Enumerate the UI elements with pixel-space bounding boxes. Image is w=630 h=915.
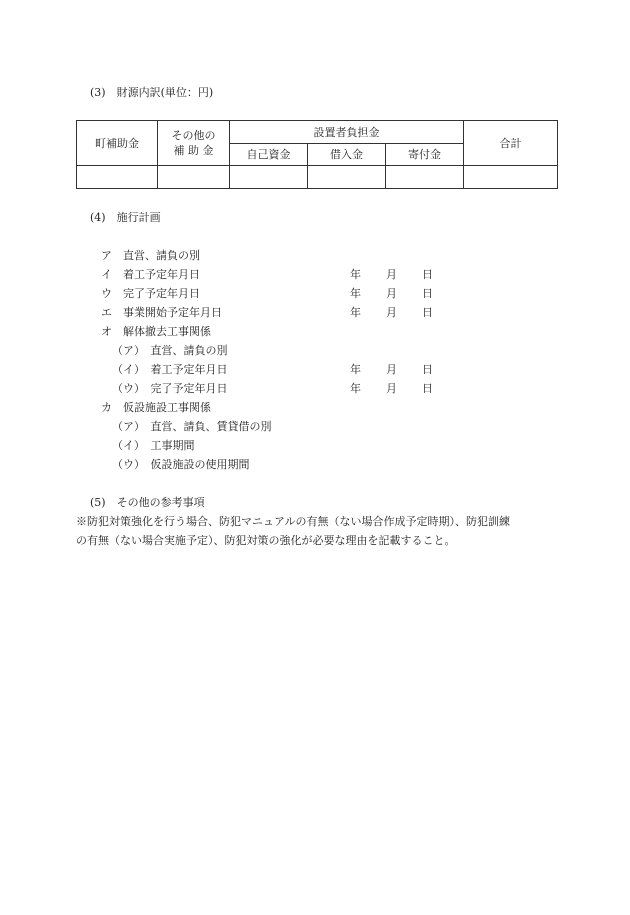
plan-item-a: ア 直営、請負の別 xyxy=(101,249,200,262)
month-label: 月 xyxy=(386,306,397,319)
month-label: 月 xyxy=(386,268,397,281)
header-other-subsidy xyxy=(158,121,230,166)
header-loan: 借入金 xyxy=(308,144,386,166)
header-owner-burden: 設置者負担金 xyxy=(230,121,464,144)
header-own-funds: 自己資金 xyxy=(230,144,308,166)
header-total: 合計 xyxy=(464,121,558,166)
plan-subitem-temporary-a: （ア） 直営、請負、賃貸借の別 xyxy=(112,420,272,433)
plan-subitem-temporary-u: （ウ） 仮設施設の使用期間 xyxy=(112,458,250,471)
plan-subitem-temporary-i: （イ） 工事期間 xyxy=(112,439,195,452)
header-donation: 寄付金 xyxy=(386,144,464,166)
year-label: 年 xyxy=(350,382,361,395)
cell-loan[interactable] xyxy=(308,166,386,189)
section5-heading: (5) その他の参考事項 xyxy=(90,496,205,509)
header-other-subsidy-line2: 補 助 金 xyxy=(173,144,214,157)
plan-item-o: オ 解体撤去工事関係 xyxy=(101,325,211,338)
cell-other-subsidy[interactable] xyxy=(158,166,230,189)
day-label: 日 xyxy=(422,287,433,300)
plan-item-e: エ 事業開始予定年月日 xyxy=(101,306,222,319)
year-label: 年 xyxy=(350,306,361,319)
year-label: 年 xyxy=(350,363,361,376)
section3-heading: (3) 財源内訳(単位：円) xyxy=(90,86,214,99)
cell-donation[interactable] xyxy=(386,166,464,189)
month-label: 月 xyxy=(386,382,397,395)
cell-own-funds[interactable] xyxy=(230,166,308,189)
plan-subitem-demolition-a: （ア） 直営、請負の別 xyxy=(112,344,228,357)
header-other-subsidy-line1: その他の xyxy=(171,129,216,142)
plan-subitem-demolition-u: （ウ） 完了予定年月日 xyxy=(112,382,228,395)
day-label: 日 xyxy=(422,306,433,319)
table-row xyxy=(77,166,558,189)
cell-town-subsidy[interactable] xyxy=(77,166,158,189)
plan-item-ka: カ 仮設施設工事関係 xyxy=(101,401,211,414)
plan-subitem-demolition-i: （イ） 着工予定年月日 xyxy=(112,363,228,376)
month-label: 月 xyxy=(386,287,397,300)
section5-note-line1: ※防犯対策強化を行う場合、防犯マニュアルの有無（ない場合作成予定時期）、防犯訓練 xyxy=(76,515,511,528)
funding-breakdown-table xyxy=(76,120,558,189)
section5-note-line2: の有無（ない場合実施予定）、防犯対策の強化が必要な理由を記載すること。 xyxy=(76,534,456,547)
year-label: 年 xyxy=(350,287,361,300)
header-town-subsidy: 町補助金 xyxy=(77,121,158,166)
year-label: 年 xyxy=(350,268,361,281)
plan-item-i: イ 着工予定年月日 xyxy=(101,268,200,281)
section4-heading: (4) 施行計画 xyxy=(90,211,161,224)
day-label: 日 xyxy=(422,363,433,376)
cell-total[interactable] xyxy=(464,166,558,189)
plan-item-u: ウ 完了予定年月日 xyxy=(101,287,200,300)
day-label: 日 xyxy=(422,382,433,395)
day-label: 日 xyxy=(422,268,433,281)
month-label: 月 xyxy=(386,363,397,376)
